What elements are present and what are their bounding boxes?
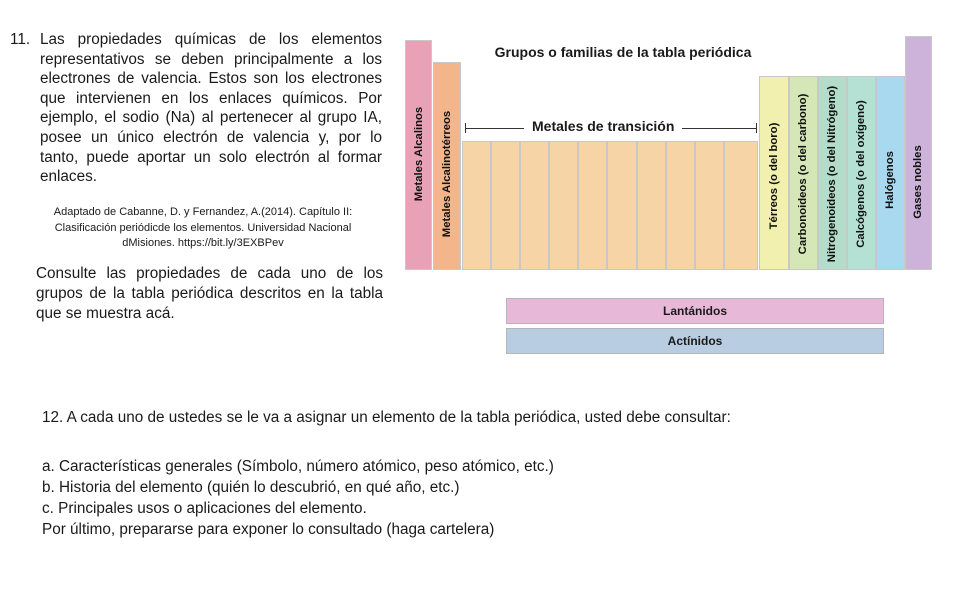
question-12-prompt: A cada uno de ustedes se le va a asignar un elemento de la tabla periódica, usted debe consultar: — [66, 409, 731, 426]
transition-column — [724, 141, 758, 270]
transition-column — [637, 141, 666, 270]
group-alkaline-earth-label: Metales Alcalinotérreos — [441, 110, 453, 238]
question-12-list — [42, 456, 554, 540]
transition-column — [549, 141, 578, 270]
group-alkali-label: Metales Alcalinos — [413, 106, 425, 202]
transition-bracket-left — [465, 123, 466, 133]
transition-bracket-right — [756, 123, 757, 133]
actinides-bar: Actínidos — [506, 328, 884, 354]
transition-column — [695, 141, 724, 270]
instruction: Consulte las propiedades de cada uno de los grupos de la tabla periódica descritos en la tabla que se muestra acá. — [36, 265, 383, 322]
list-item: a. Características generales (Símbolo, número atómico, peso atómico, etc.) — [42, 458, 554, 475]
question-12-number: 12. — [42, 409, 64, 426]
transition-metals-label: Metales de transición — [524, 118, 682, 134]
list-item: Por último, prepararse para exponer lo consultado (haga cartelera) — [42, 521, 495, 538]
group-nitrogen-label: Nitrogenoideos (o del Nitrógeno) — [826, 85, 838, 263]
group-noble-gas-label: Gases nobles — [912, 145, 924, 219]
periodic-table-title: Grupos o familias de la tabla periódica — [494, 44, 752, 60]
group-oxygen-label: Calcógenos (o del oxígeno) — [855, 100, 867, 248]
group-boron-label: Térreos (o del boro) — [768, 122, 780, 230]
citation: Adaptado de Cabanne, D. y Fernandez, A.(2014). Capítulo II: Clasificación periódicde los elementos. Universidad Nacional dMisiones. https://bit.ly/3EXBPev — [53, 206, 353, 249]
lanthanides-bar: Lantánidos — [506, 298, 884, 324]
group-carbon-label: Carbonoideos (o del carbono) — [797, 93, 809, 255]
list-item: b. Historia del elemento (quién lo descubrió, en qué año, etc.) — [42, 479, 460, 496]
transition-column — [520, 141, 549, 270]
transition-column — [491, 141, 520, 270]
list-item: c. Principales usos o aplicaciones del elemento. — [42, 500, 367, 517]
group-halogen-label: Halógenos — [884, 151, 896, 209]
transition-column — [666, 141, 695, 270]
transition-column — [578, 141, 607, 270]
transition-column — [607, 141, 637, 270]
question-11-paragraph: Las propiedades químicas de los elementos representativos se deben principalmente a los electrones de valencia. Estos son los electrones que intervienen en los enlaces químicos. Por ejemplo, el sodio (Na) al pertenecer al grupo IA, posee un único electrón de valencia y, por lo tanto, puede aportar un solo electrón al formar enlaces. — [40, 31, 382, 186]
question-11-number: 11. — [10, 31, 31, 48]
question-12 — [42, 409, 731, 427]
question-11 — [10, 30, 382, 187]
transition-column — [462, 141, 491, 270]
